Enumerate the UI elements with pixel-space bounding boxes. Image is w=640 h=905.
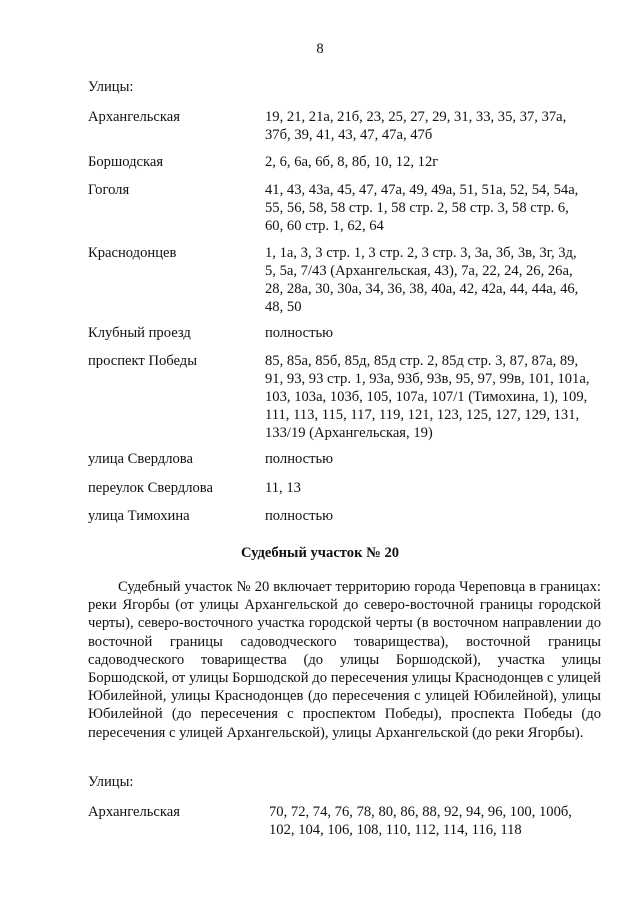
street-name: улица Свердлова	[88, 451, 193, 467]
page-number: 8	[316, 41, 324, 57]
street-name: Архангельская	[88, 109, 180, 125]
street-houses: 11, 13	[265, 480, 301, 496]
street-name: Архангельская	[88, 804, 180, 820]
street-name: улица Тимохина	[88, 508, 190, 524]
street-name: переулок Свердлова	[88, 480, 213, 496]
street-name: Клубный проезд	[88, 325, 191, 341]
street-houses: 1, 1а, 3, 3 стр. 1, 3 стр. 2, 3 стр. 3, 3а, 3б, 3в, 3г, 3д, 5, 5а, 7/43 (Архангельская, 43), 7а, 22, 24, 26, 26а, 28, 28а, 30, 30а, 34, 36, 38, 40а, 42, 42а, 44, 44а, 46, 48, 50	[265, 245, 579, 315]
street-houses: полностью	[265, 451, 334, 467]
court-district-description: Судебный участок № 20 включает территорию города Череповца в границах: реки Ягорбы (от улицы Архангельской до северо-восточной границы городской черты), северо-восточного участка городской черты (в восточном направлении до восточной границы садоводческого товарищества), восточной границы садоводческого товарищества (до улицы Боршодской), участка улицы Боршодской, от улицы Боршодской до пересечения улицы Краснодонцев с улицей Юбилейной, улицы Краснодонцев (до пересечения с улицей Юбилейной), улицы Юбилейной (до пересечения с проспектом Победы), проспекта Победы (до пересечения с улицей Архангельской), улицы Архангельской (до реки Ягорбы).	[88, 579, 601, 741]
street-houses: 2, 6, 6а, 6б, 8, 8б, 10, 12, 12г	[265, 154, 439, 170]
street-name: проспект Победы	[88, 353, 198, 369]
street-houses: полностью	[265, 325, 334, 341]
street-name: Гоголя	[88, 182, 130, 198]
section-heading: Судебный участок № 20	[240, 545, 400, 561]
street-houses: 41, 43, 43а, 45, 47, 47а, 49, 49а, 51, 51а, 52, 54, 54а, 55, 56, 58, 58 стр. 1, 58 стр. 2, 58 стр. 3, 58 стр. 6, 60, 60 стр. 1, 62, 64	[265, 182, 579, 234]
street-houses: полностью	[265, 508, 334, 524]
street-name: Краснодонцев	[88, 245, 177, 261]
street-houses: 19, 21, 21а, 21б, 23, 25, 27, 29, 31, 33, 35, 37, 37а, 37б, 39, 41, 43, 47, 47а, 47б	[265, 109, 567, 143]
streets-label: Улицы:	[88, 79, 134, 95]
street-name: Боршодская	[88, 154, 164, 170]
street-houses: 70, 72, 74, 76, 78, 80, 86, 88, 92, 94, 96, 100, 100б, 102, 104, 106, 108, 110, 112, 114, 116, 118	[269, 804, 572, 838]
street-houses: 85, 85а, 85б, 85д, 85д стр. 2, 85д стр. 3, 87, 87а, 89, 91, 93, 93 стр. 1, 93а, 93б, 93в, 95, 97, 99в, 101, 101а, 103, 103а, 103б, 105, 107а, 107/1 (Тимохина, 1), 109, 111, 113, 115, 117, 119, 121, 123, 125, 127, 129, 131, 133/19 (Архангельская, 19)	[265, 353, 590, 441]
streets-label: Улицы:	[88, 774, 134, 790]
